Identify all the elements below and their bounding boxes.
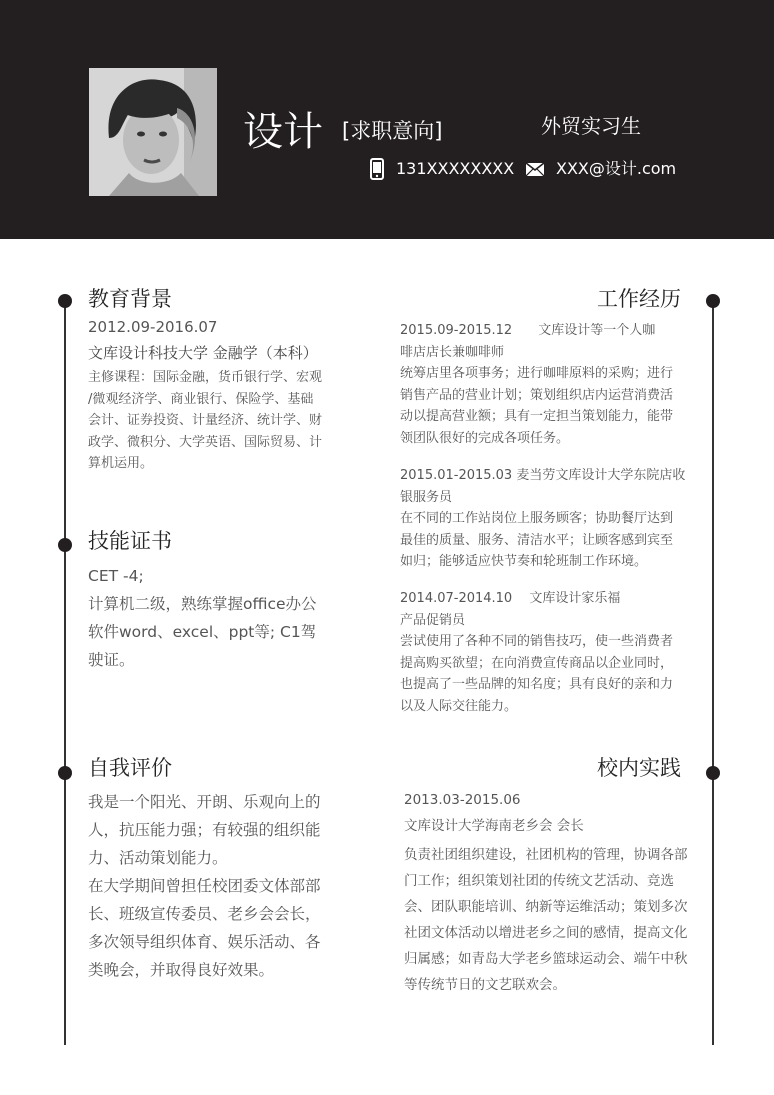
skills-title: 技能证书 [88, 529, 172, 553]
job-line: 在不同的工作站岗位上服务顾客；协助餐厅达到 [400, 511, 674, 526]
campus-line: 会、团队职能培训、纳新等运维活动；策划多次 [404, 899, 688, 915]
left-timeline [64, 300, 66, 1045]
self-eval-line: 长、班级宣传委员、老乡会会长， [88, 905, 321, 923]
education-period: 2012.09-2016.07 [88, 318, 218, 336]
skills-dot [58, 538, 72, 552]
job-line: 以及人际交往能力。 [400, 698, 518, 714]
skill-line: CET -4; [88, 567, 144, 585]
campus-period: 2013.03-2015.06 [404, 792, 521, 808]
self-eval-text [88, 788, 321, 984]
self-eval-line: 类晚会，并取得良好效果。 [88, 961, 275, 979]
job-line: 2014.07-2014.10 文库设计家乐福 [400, 591, 621, 606]
job-line: 如归；能够适应快节奏和轮班制工作环境。 [400, 554, 648, 569]
job-line: 银服务员 [400, 489, 453, 505]
campus-dot [706, 766, 720, 780]
phone-contact [370, 158, 514, 180]
self-eval-line: 我是一个阳光、开朗、乐观向上的 [88, 793, 321, 811]
phone-number: 131XXXXXXXX [396, 159, 515, 178]
job-line: 动以提高营业额；具有一定担当策划能力，能带 [400, 409, 674, 424]
education-school: 文库设计科技大学 金融学（本科） [88, 344, 318, 362]
education-dot [58, 294, 72, 308]
course-line: 政学、微积分、大学英语、国际贸易、计 [88, 434, 323, 450]
self-eval-line: 力、活动策划能力。 [88, 849, 228, 867]
right-timeline [712, 300, 714, 1045]
job-line: 产品促销员 [400, 612, 466, 628]
job-line: 啡店店长兼咖啡师 [400, 344, 505, 360]
job-line: 2015.01-2015.03 麦当劳文库设计大学东院店收 [400, 468, 686, 483]
job-line: 2015.09-2015.12 文库设计等一个人咖 [400, 323, 656, 338]
campus-text [404, 842, 688, 998]
profile-photo [89, 68, 217, 196]
email-address: XXX@设计.com [556, 159, 677, 178]
campus-line: 负责社团组织建设，社团机构的管理，协调各部 [404, 847, 688, 863]
work-job-1 [400, 320, 673, 449]
email-contact [526, 158, 676, 180]
work-dot [706, 294, 720, 308]
skills-text [88, 562, 317, 674]
course-line: 主修课程：国际金融，货币银行学、宏观 [88, 370, 323, 385]
job-line: 最佳的质量、服务、清洁水平；让顾客感到宾至 [400, 532, 674, 548]
education-courses [88, 367, 322, 475]
work-job-2 [400, 465, 685, 573]
job-line: 尝试使用了各种不同的销售技巧，使一些消费者 [400, 634, 674, 649]
work-title: 工作经历 [597, 287, 681, 311]
job-line: 统筹店里各项事务；进行咖啡原料的采购；进行 [400, 366, 674, 381]
skill-line: 计算机二级，熟练掌握office办公 [88, 595, 317, 613]
header-banner [0, 0, 774, 239]
self-eval-line: 人，抗压能力强；有较强的组织能 [88, 821, 321, 839]
campus-line: 社团文体活动以增进老乡之间的感情，提高文化 [404, 925, 688, 941]
course-line: 算机运用。 [88, 456, 154, 471]
job-line: 领团队很好的完成各项任务。 [400, 430, 570, 446]
self-eval-line: 在大学期间曾担任校团委文体部部 [88, 877, 321, 895]
skill-line: 驶证。 [88, 651, 135, 669]
phone-icon [370, 158, 384, 180]
job-position: 外贸实习生 [541, 114, 641, 138]
candidate-name: 设计 [243, 109, 323, 155]
education-title: 教育背景 [88, 287, 172, 311]
job-line: 销售产品的营业计划；策划组织店内运营消费活 [400, 387, 674, 403]
job-line: 提高购买欲望；在向消费宣传商品以企业同时， [400, 655, 674, 671]
work-job-3 [400, 588, 673, 717]
self-eval-dot [58, 766, 72, 780]
campus-line: 归属感；如青岛大学老乡篮球运动会、端午中秋 [404, 951, 688, 967]
mail-icon [526, 163, 544, 176]
intent-label: [求职意向] [342, 119, 443, 143]
campus-title: 校内实践 [597, 756, 681, 780]
self-eval-title: 自我评价 [88, 756, 172, 780]
job-line: 也提高了一些品牌的知名度；具有良好的亲和力 [400, 677, 674, 692]
course-line: 会计、证券投资、计量经济、统计学、财 [88, 413, 323, 428]
campus-org: 文库设计大学海南老乡会 会长 [404, 818, 584, 834]
self-eval-line: 多次领导组织体育、娱乐活动、各 [88, 933, 321, 951]
course-line: /微观经济学、商业银行、保险学、基础 [88, 391, 314, 407]
campus-line: 门工作；组织策划社团的传统文艺活动、竞选 [404, 873, 674, 889]
skill-line: 软件word、excel、ppt等; C1驾 [88, 623, 317, 641]
campus-line: 等传统节日的文艺联欢会。 [404, 977, 566, 993]
